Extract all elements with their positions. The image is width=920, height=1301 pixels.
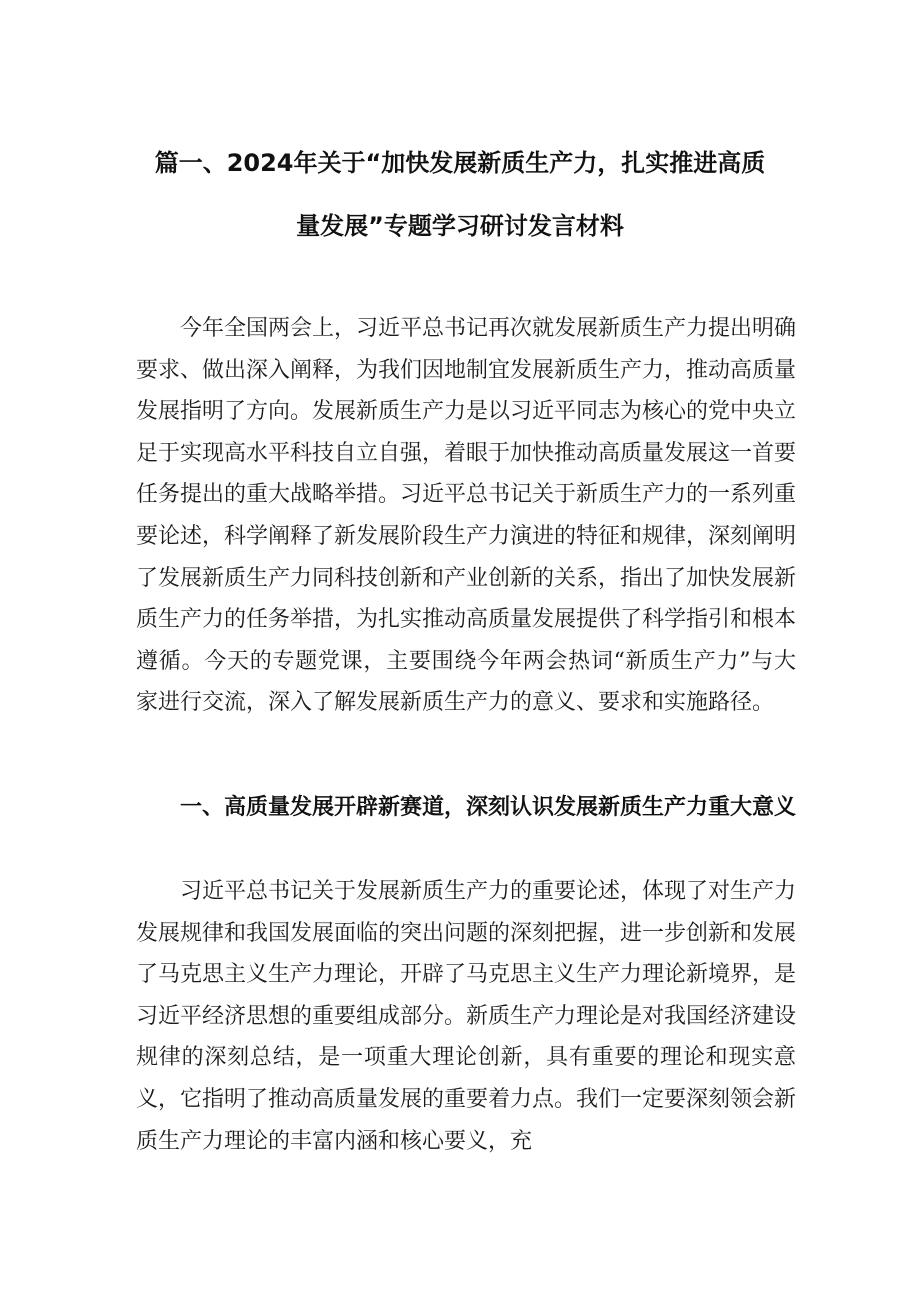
intro-paragraph: 今年全国两会上，习近平总书记再次就发展新质生产力提出明确要求、做出深入阐释，为我们因地制宜发展新质生产力，推动高质量发展指明了方向。发展新质生产力是以习近平同志为核心的党中央立足于实现高水平科技自立自强，着眼于加快推动高质量发展这一首要任务提出的重大战略举措。习近平总书记关于新质生产力的一系列重要论述，科学阐释了新发展阶段生产力演进的特征和规律，深刻阐明了发展新质生产力同科技创新和产业创新的关系，指出了加快发展新质生产力的任务举措，为扎实推动高质量发展提供了科学指引和根本遵循。今天的专题党课，主要围绕今年两会热词“新质生产力”与大家进行交流，深入了解发展新质生产力的意义、要求和实施路径。 bbox=[136, 316, 797, 716]
section-1-paragraph: 习近平总书记关于发展新质生产力的重要论述，体现了对生产力发展规律和我国发展面临的突出问题的深刻把握，进一步创新和发展了马克思主义生产力理论，开辟了马克思主义生产力理论新境界，是习近平经济思想的重要组成部分。新质生产力理论是对我国经济建设规律的深刻总结，是一项重大理论创新，具有重要的理论和现实意义，它指明了推动高质量发展的重要着力点。我们一定要深刻领会新质生产力理论的丰富内涵和核心要义，充 bbox=[136, 879, 797, 1154]
section-heading-1: 一、高质量发展开辟新赛道，深刻认识发展新质生产力重大意义 bbox=[180, 795, 797, 820]
document-title-line-2: 量发展”专题学习研讨发言材料 bbox=[296, 212, 624, 240]
document-title-line-1: 篇一、2024年关于“加快发展新质生产力，扎实推进高质 bbox=[154, 149, 766, 177]
